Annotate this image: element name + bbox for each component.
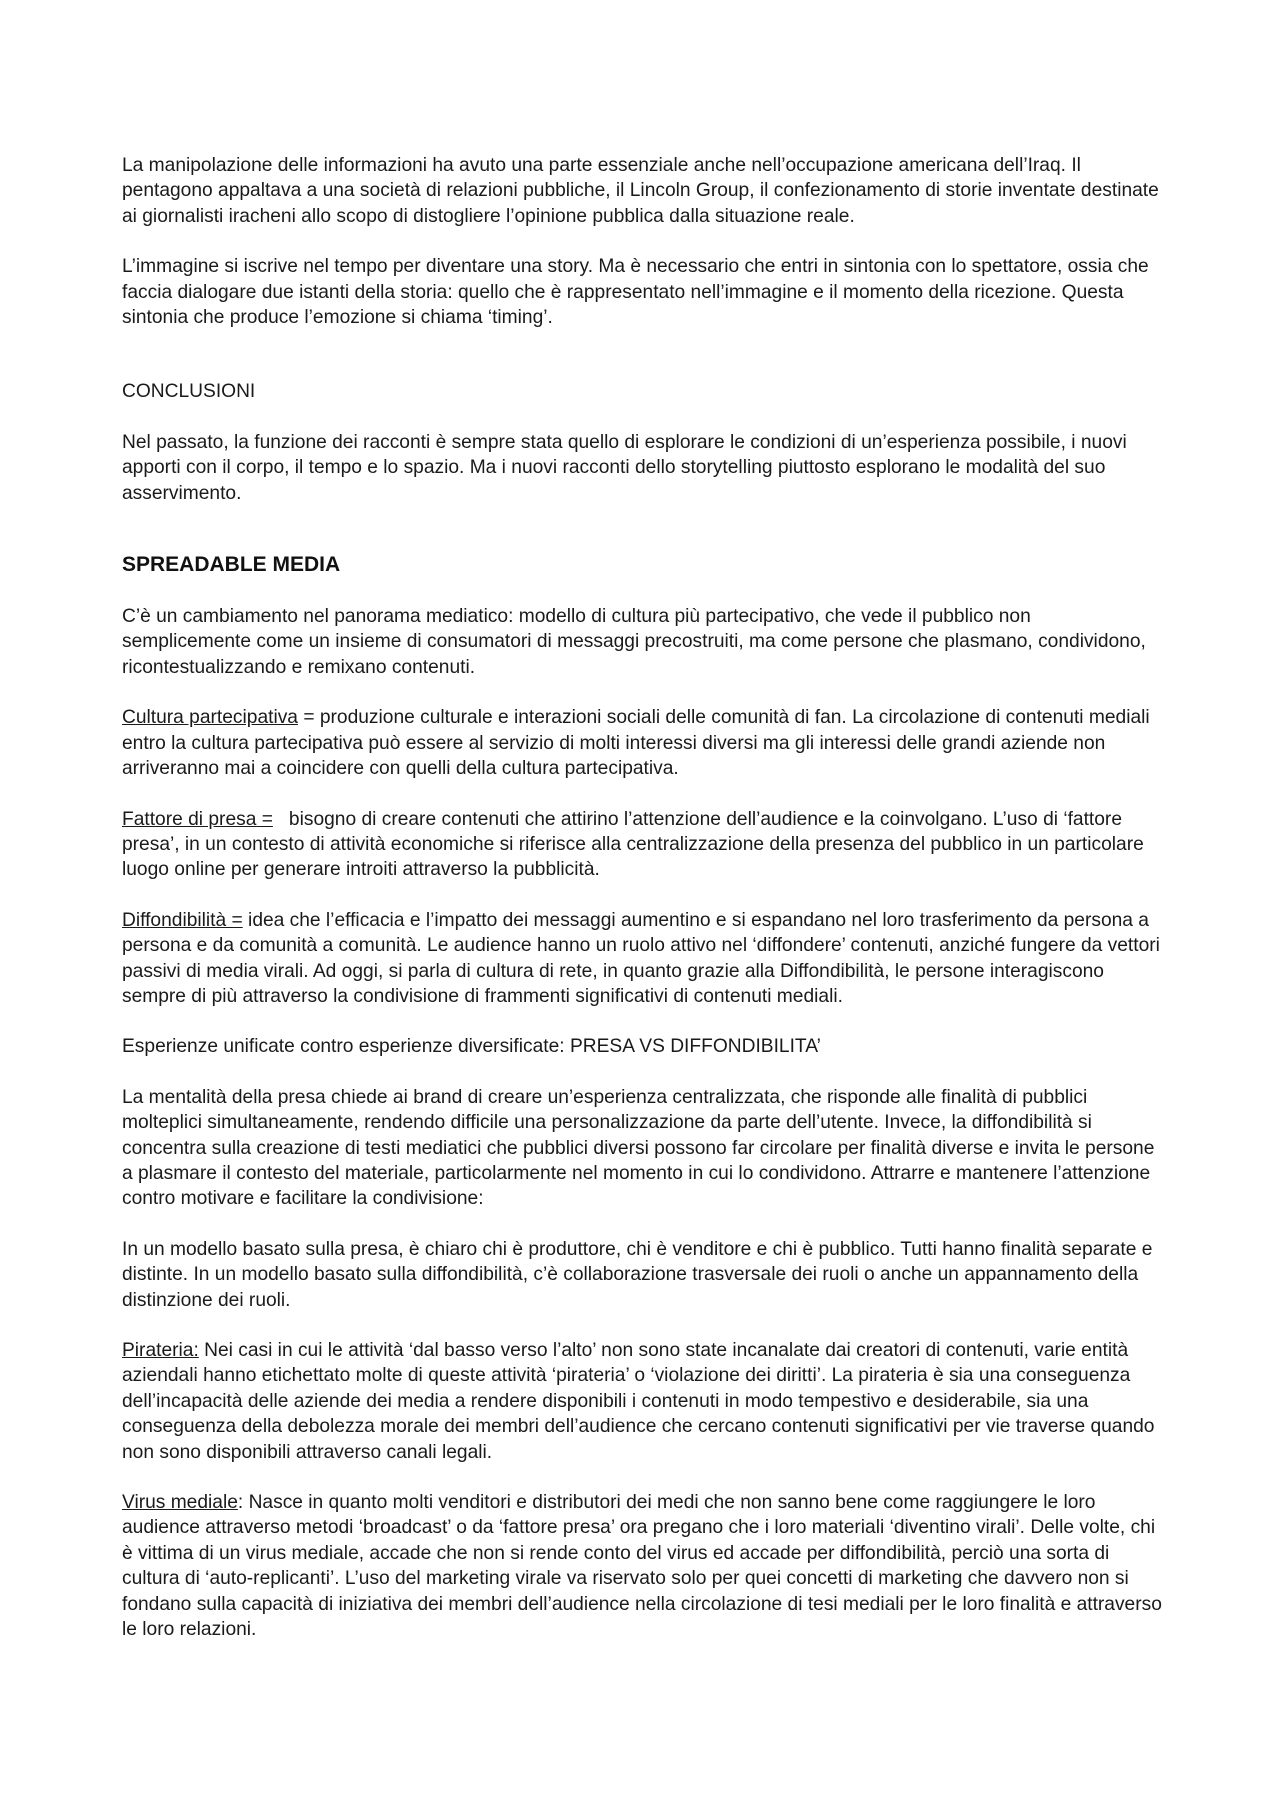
term-virus-mediale: Virus mediale	[122, 1492, 238, 1514]
definition-fattore-di-presa: bisogno di creare contenuti che attirino l’attenzione dell’audience e la coinvolgano. L’uso di ‘fattore presa’, in un contesto di attività economiche si riferisce alla centralizzazione della presenza del pubblico in un particolare luogo online per generare introiti attraverso la pubblicità.	[122, 808, 1150, 881]
section-title: SPREADABLE MEDIA	[122, 553, 341, 577]
paragraph-fattore-di-presa	[122, 807, 1162, 883]
paragraph-timing: L’immagine si iscrive nel tempo per diventare una story. Ma è necessario che entri in sintonia con lo spettatore, ossia che faccia dialogare due istanti della storia: quello che è rappresentato nell’immagine e il momento della ricezione. Questa sintonia che produce l’emozione si chiama ‘timing’.	[122, 256, 1149, 329]
paragraph-pirateria	[122, 1338, 1162, 1465]
definition-pirateria: Nei casi in cui le attività ‘dal basso verso l’alto’ non sono state incanalate dai creatori di contenuti, varie entità aziendali hanno etichettato molte di queste attività ‘pirateria’ o ‘violazione dei diritti’. La pirateria è sia una conseguenza dell’incapacità delle aziende dei media a rendere disponibili i contenuti in modo tempestivo e desiderabile, sia una conseguenza della debolezza morale dei membri dell’audience che cercano contenuti significativi per vie traverse quando non sono disponibili attraverso canali legali.	[122, 1340, 1155, 1463]
definition-cultura-partecipativa: = produzione culturale e interazioni sociali delle comunità di fan. La circolazione di contenuti mediali entro la cultura partecipativa può essere al servizio di molti interessi diversi ma gli interessi delle grandi aziende non arriveranno mai a coincidere con quelli della cultura partecipativa.	[122, 707, 1150, 780]
paragraph-spreadable-intro: C’è un cambiamento nel panorama mediatico: modello di cultura più partecipativo, che vede il pubblico non semplicemente come un insieme di consumatori di messaggi precostruiti, ma come persone che plasmano, condividono, ricontestualizzando e remixano contenuti.	[122, 606, 1146, 678]
paragraph-virus-mediale	[122, 1490, 1162, 1642]
term-cultura-partecipativa: Cultura partecipativa	[122, 707, 298, 729]
definition-virus-mediale: : Nasce in quanto molti venditori e distributori dei medi che non sanno bene come raggiungere le loro audience attraverso metodi ‘broadcast’ o da ‘fattore presa’ ora pregano che i loro materiali ‘diventino virali’. Delle volte, chi è vittima di un virus mediale, accade che non si rende conto del virus ed accade per diffondibilità, perciò una sorta di cultura di ‘auto-replicanti’. L’uso del marketing virale va riservato solo per quei concetti di marketing che davvero non si fondano sulla capacità di iniziativa dei membri dell’audience nella circolazione di tesi mediali per le loro finalità e attraverso le loro relazioni.	[122, 1492, 1162, 1641]
term-fattore-di-presa: Fattore di presa =	[122, 808, 273, 830]
paragraph-modello-presa: In un modello basato sulla presa, è chiaro chi è produttore, chi è venditore e chi è pubblico. Tutti hanno finalità separate e distinte. In un modello basato sulla diffondibilità, c’è collaborazione trasversale dei ruoli o anche un appannamento della distinzione dei ruoli.	[122, 1238, 1153, 1311]
paragraph-diffondibilita	[122, 908, 1162, 1010]
document-page	[122, 153, 1162, 1667]
term-pirateria: Pirateria:	[122, 1340, 199, 1361]
conclusions-heading: CONCLUSIONI	[122, 381, 256, 403]
paragraph-conclusions: Nel passato, la funzione dei racconti è sempre stata quello di esplorare le condizioni di un’esperienza possibile, i nuovi apporti con il corpo, il tempo e lo spazio. Ma i nuovi racconti dello storytelling piuttosto esplorano le modalità del suo asservimento.	[122, 431, 1127, 504]
paragraph-mentalita-presa: La mentalità della presa chiede ai brand di creare un’esperienza centralizzata, che risponde alle finalità di pubblici molteplici simultaneamente, rendendo difficile una personalizzazione da parte dell’utente. Invece, la diffondibilità si concentra sulla creazione di testi mediatici che pubblici diversi possono far circolare per finalità diverse e invita le persone a plasmare il contesto del materiale, particolarmente nel momento in cui lo condividono. Attrarre e mantenere l’attenzione contro motivare e facilitare la condivisione:	[122, 1086, 1155, 1210]
paragraph-cultura-partecipativa	[122, 705, 1162, 781]
paragraph-lincoln-group: La manipolazione delle informazioni ha avuto una parte essenziale anche nell’occupazione americana dell’Iraq. Il pentagono appaltava a una società di relazioni pubbliche, il Lincoln Group, il confezionamento di storie inventate destinate ai giornalisti iracheni allo scopo di distogliere l’opinione pubblica dalla situazione reale.	[122, 155, 1159, 227]
term-diffondibilita: Diffondibilità =	[122, 909, 243, 931]
paragraph-presa-vs-diffondibilita: Esperienze unificate contro esperienze diversificate: PRESA VS DIFFONDIBILITA’	[122, 1036, 821, 1058]
definition-diffondibilita: idea che l’efficacia e l’impatto dei messaggi aumentino e si espandano nel loro trasferimento da persona a persona e da comunità a comunità. Le audience hanno un ruolo attivo nel ‘diffondere’ contenuti, anziché fungere da vettori passivi di media virali. Ad oggi, si parla di cultura di rete, in quanto grazie alla Diffondibilità, le persone interagiscono sempre di più attraverso la condivisione di frammenti significativi di contenuti mediali.	[122, 909, 1160, 1007]
